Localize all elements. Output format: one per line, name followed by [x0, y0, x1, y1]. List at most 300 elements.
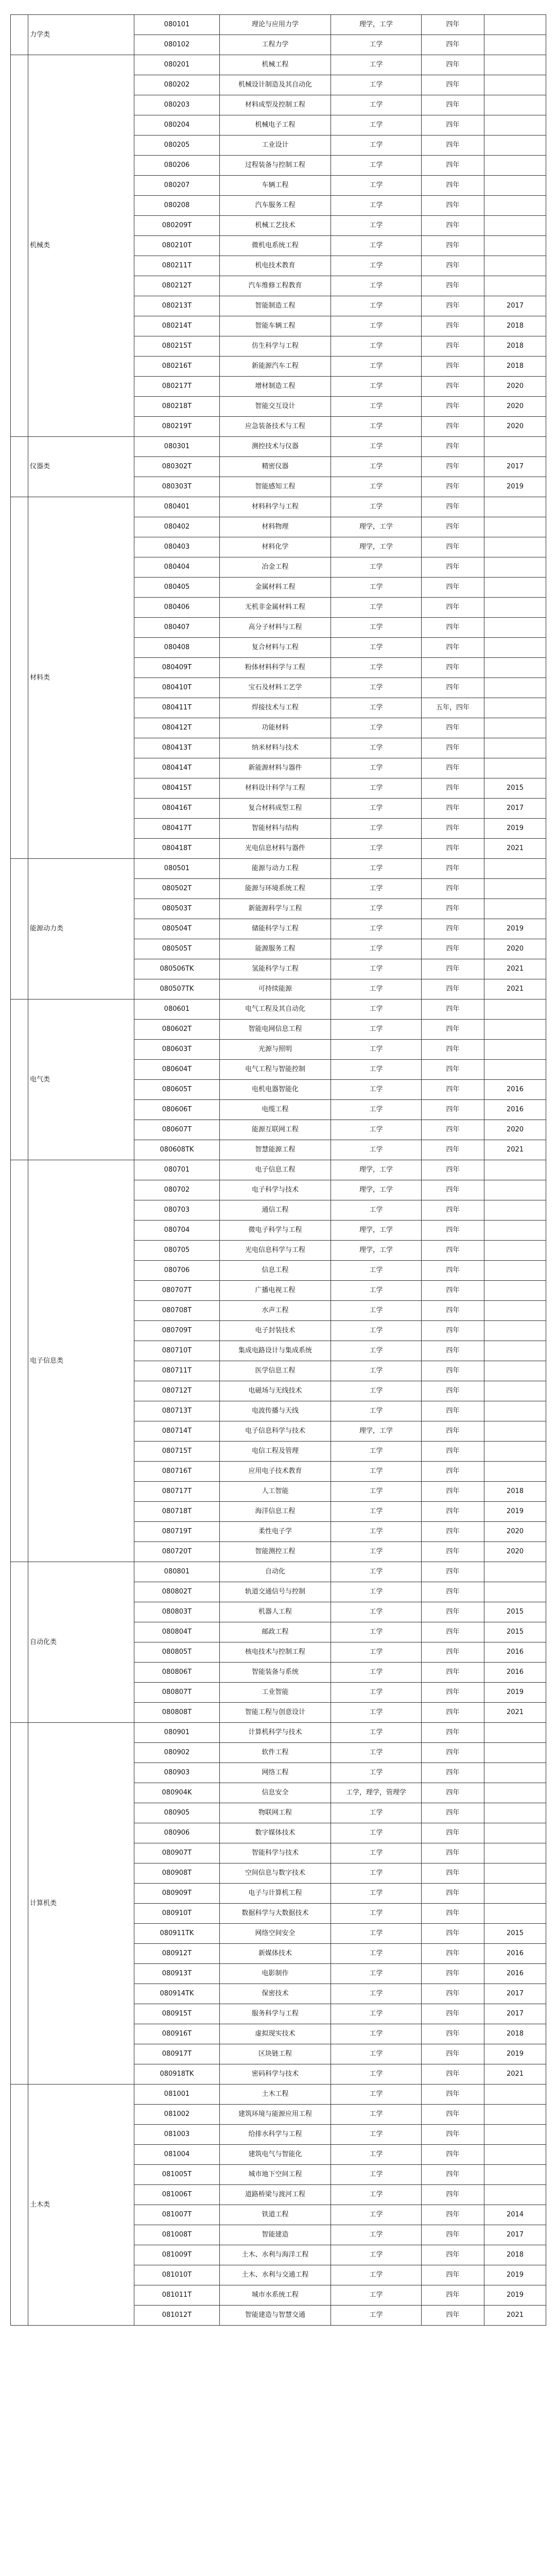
- degree-type: 工学: [331, 1562, 422, 1582]
- study-years: 四年: [422, 879, 484, 899]
- degree-type: 工学: [331, 1703, 422, 1723]
- major-code: 080101: [134, 15, 220, 35]
- degree-type: 工学: [331, 115, 422, 135]
- major-name: 电信工程及管理: [220, 1442, 331, 1462]
- added-year: 2020: [484, 1542, 546, 1562]
- major-code: 080219T: [134, 417, 220, 437]
- degree-type: 工学: [331, 457, 422, 477]
- study-years: 四年: [422, 95, 484, 115]
- added-year: [484, 1803, 546, 1823]
- degree-type: 理学，工学: [331, 1421, 422, 1442]
- study-years: 四年: [422, 457, 484, 477]
- major-code: 080709T: [134, 1321, 220, 1341]
- major-name: 智能建造与智慧交通: [220, 2306, 331, 2326]
- major-name: 光电信息材料与器件: [220, 839, 331, 859]
- major-name: 海洋信息工程: [220, 1502, 331, 1522]
- degree-type: 工学: [331, 1502, 422, 1522]
- degree-type: 工学: [331, 1743, 422, 1763]
- major-code: 080805T: [134, 1642, 220, 1663]
- major-name: 复合材料成型工程: [220, 799, 331, 819]
- major-code: 080214T: [134, 316, 220, 336]
- major-name: 土木工程: [220, 2084, 331, 2105]
- study-years: 四年: [422, 1140, 484, 1160]
- table-row: [11, 999, 546, 1020]
- major-name: 纳米材料与技术: [220, 738, 331, 758]
- study-years: 四年: [422, 1100, 484, 1120]
- added-year: 2021: [484, 839, 546, 859]
- major-code: 080802T: [134, 1582, 220, 1602]
- added-year: [484, 1221, 546, 1241]
- added-year: [484, 1040, 546, 1060]
- major-code: 080407: [134, 618, 220, 638]
- degree-type: 理学，工学: [331, 537, 422, 557]
- degree-type: 工学: [331, 377, 422, 397]
- study-years: 四年: [422, 1241, 484, 1261]
- major-code: 080801: [134, 1562, 220, 1582]
- added-year: [484, 1743, 546, 1763]
- major-code: 080504T: [134, 919, 220, 939]
- study-years: 四年: [422, 1703, 484, 1723]
- table-row: [11, 1723, 546, 1743]
- major-name: 核电技术与控制工程: [220, 1642, 331, 1663]
- major-name: 电子信息工程: [220, 1160, 331, 1180]
- major-code: 080102: [134, 35, 220, 55]
- major-name: 光源与照明: [220, 1040, 331, 1060]
- major-name: 电子封装技术: [220, 1321, 331, 1341]
- degree-type: 工学: [331, 2125, 422, 2145]
- study-years: 四年: [422, 1783, 484, 1803]
- degree-type: 工学: [331, 1100, 422, 1120]
- major-name: 仿生科学与工程: [220, 336, 331, 357]
- degree-type: 工学: [331, 2004, 422, 2024]
- degree-type: 工学: [331, 799, 422, 819]
- study-years: 四年: [422, 2245, 484, 2265]
- major-code: 080301: [134, 437, 220, 457]
- major-code: 080506TK: [134, 959, 220, 979]
- degree-type: 工学: [331, 2044, 422, 2064]
- added-year: 2016: [484, 1100, 546, 1120]
- degree-type: 工学: [331, 2165, 422, 2185]
- major-name: 保密技术: [220, 1984, 331, 2004]
- degree-type: 工学: [331, 176, 422, 196]
- added-year: [484, 2145, 546, 2165]
- degree-type: 工学: [331, 1622, 422, 1642]
- major-code: 081001: [134, 2084, 220, 2105]
- major-code: 080604T: [134, 1060, 220, 1080]
- major-name: 智能电网信息工程: [220, 1020, 331, 1040]
- study-years: 四年: [422, 1261, 484, 1281]
- major-name: 集成电路设计与集成系统: [220, 1341, 331, 1361]
- major-code: 080408: [134, 638, 220, 658]
- major-name: 机电技术教育: [220, 256, 331, 276]
- added-year: 2019: [484, 819, 546, 839]
- study-years: 四年: [422, 417, 484, 437]
- major-code: 080701: [134, 1160, 220, 1180]
- major-code: 080302T: [134, 457, 220, 477]
- major-name: 理论与应用力学: [220, 15, 331, 35]
- major-name: 数字媒体技术: [220, 1823, 331, 1843]
- table-row: [11, 15, 546, 35]
- table-row: [11, 859, 546, 879]
- category-name: 计算机类: [28, 1723, 134, 2084]
- major-name: 城市水系统工程: [220, 2285, 331, 2306]
- added-year: 2021: [484, 2306, 546, 2326]
- added-year: [484, 1381, 546, 1401]
- study-years: 四年: [422, 276, 484, 296]
- study-years: 四年: [422, 156, 484, 176]
- major-code: 080409T: [134, 658, 220, 678]
- degree-type: 工学: [331, 397, 422, 417]
- added-year: [484, 115, 546, 135]
- study-years: 四年: [422, 15, 484, 35]
- major-code: 080602T: [134, 1020, 220, 1040]
- study-years: 四年: [422, 557, 484, 578]
- added-year: [484, 2105, 546, 2125]
- major-name: 广播电视工程: [220, 1281, 331, 1301]
- degree-type: 工学: [331, 1120, 422, 1140]
- major-name: 给排水科学与工程: [220, 2125, 331, 2145]
- degree-type: 工学: [331, 1582, 422, 1602]
- major-name: 光电信息科学与工程: [220, 1241, 331, 1261]
- degree-type: 工学: [331, 1843, 422, 1863]
- added-year: 2018: [484, 2245, 546, 2265]
- major-name: 电子科学与技术: [220, 1180, 331, 1200]
- study-years: 四年: [422, 1341, 484, 1361]
- added-year: [484, 658, 546, 678]
- major-name: 新能源材料与器件: [220, 758, 331, 778]
- added-year: [484, 879, 546, 899]
- degree-type: 工学: [331, 477, 422, 497]
- added-year: [484, 517, 546, 537]
- category-name: 自动化类: [28, 1562, 134, 1723]
- study-years: 四年: [422, 979, 484, 999]
- major-code: 080608TK: [134, 1140, 220, 1160]
- study-years: 五年，四年: [422, 698, 484, 718]
- added-year: [484, 698, 546, 718]
- added-year: 2020: [484, 377, 546, 397]
- study-years: 四年: [422, 336, 484, 357]
- added-year: [484, 1020, 546, 1040]
- major-name: 复合材料与工程: [220, 638, 331, 658]
- added-year: [484, 738, 546, 758]
- major-code: 080601: [134, 999, 220, 1020]
- major-code: 080713T: [134, 1401, 220, 1421]
- major-code: 080910T: [134, 1904, 220, 1924]
- study-years: 四年: [422, 939, 484, 959]
- major-name: 轨道交通信号与控制: [220, 1582, 331, 1602]
- major-name: 机械工程: [220, 55, 331, 75]
- major-code: 080908T: [134, 1863, 220, 1884]
- added-year: [484, 2084, 546, 2105]
- degree-type: 理学，工学: [331, 15, 422, 35]
- study-years: 四年: [422, 678, 484, 698]
- degree-type: 工学: [331, 979, 422, 999]
- degree-type: 工学: [331, 296, 422, 316]
- major-code: 080202: [134, 75, 220, 95]
- major-code: 081006T: [134, 2185, 220, 2205]
- major-name: 增材制造工程: [220, 377, 331, 397]
- added-year: 2021: [484, 1703, 546, 1723]
- degree-type: 工学: [331, 1984, 422, 2004]
- major-code: 080704: [134, 1221, 220, 1241]
- study-years: 四年: [422, 256, 484, 276]
- added-year: [484, 578, 546, 598]
- added-year: 2015: [484, 1602, 546, 1622]
- category-name: 机械类: [28, 55, 134, 437]
- study-years: 四年: [422, 598, 484, 618]
- added-year: 2020: [484, 397, 546, 417]
- study-years: 四年: [422, 176, 484, 196]
- added-year: [484, 638, 546, 658]
- major-code: 080410T: [134, 678, 220, 698]
- major-name: 材料物理: [220, 517, 331, 537]
- major-name: 工业设计: [220, 135, 331, 156]
- major-name: 材料成型及控制工程: [220, 95, 331, 115]
- degree-type: 工学: [331, 1321, 422, 1341]
- degree-type: 工学: [331, 1642, 422, 1663]
- added-year: [484, 1321, 546, 1341]
- added-year: [484, 1180, 546, 1200]
- major-name: 密码科学与技术: [220, 2064, 331, 2084]
- major-name: 城市地下空间工程: [220, 2165, 331, 2185]
- study-years: 四年: [422, 1060, 484, 1080]
- added-year: 2019: [484, 2044, 546, 2064]
- major-name: 能源与动力工程: [220, 859, 331, 879]
- major-code: 080708T: [134, 1301, 220, 1321]
- degree-type: 工学: [331, 1361, 422, 1381]
- major-name: 功能材料: [220, 718, 331, 738]
- major-code: 080901: [134, 1723, 220, 1743]
- degree-type: 工学: [331, 2105, 422, 2125]
- degree-type: 工学: [331, 1261, 422, 1281]
- study-years: 四年: [422, 517, 484, 537]
- study-years: 四年: [422, 1281, 484, 1301]
- major-name: 应急装备技术与工程: [220, 417, 331, 437]
- major-name: 机械电子工程: [220, 115, 331, 135]
- study-years: 四年: [422, 2205, 484, 2225]
- study-years: 四年: [422, 2225, 484, 2245]
- major-code: 080216T: [134, 357, 220, 377]
- study-years: 四年: [422, 196, 484, 216]
- added-year: [484, 437, 546, 457]
- major-name: 智能科学与技术: [220, 1843, 331, 1863]
- degree-type: 工学: [331, 75, 422, 95]
- added-year: 2021: [484, 959, 546, 979]
- degree-type: 工学: [331, 1904, 422, 1924]
- category-name: 电气类: [28, 999, 134, 1160]
- major-name: 电气工程及其自动化: [220, 999, 331, 1020]
- degree-type: 工学: [331, 437, 422, 457]
- degree-type: 工学: [331, 135, 422, 156]
- major-code: 080507TK: [134, 979, 220, 999]
- study-years: 四年: [422, 1401, 484, 1421]
- study-years: 四年: [422, 1884, 484, 1904]
- major-code: 080607T: [134, 1120, 220, 1140]
- major-code: 080415T: [134, 778, 220, 799]
- category-name: 电子信息类: [28, 1160, 134, 1562]
- degree-type: 工学: [331, 939, 422, 959]
- added-year: 2019: [484, 2285, 546, 2306]
- degree-type: 工学: [331, 2084, 422, 2105]
- added-year: [484, 1241, 546, 1261]
- degree-type: 工学，理学，管理学: [331, 1783, 422, 1803]
- degree-type: 工学: [331, 758, 422, 778]
- major-name: 通信工程: [220, 1200, 331, 1221]
- category-name: 土木类: [28, 2084, 134, 2326]
- added-year: [484, 1281, 546, 1301]
- study-years: 四年: [422, 959, 484, 979]
- major-code: 080803T: [134, 1602, 220, 1622]
- major-code: 080503T: [134, 899, 220, 919]
- study-years: 四年: [422, 1562, 484, 1582]
- major-code: 080808T: [134, 1703, 220, 1723]
- major-name: 网络空间安全: [220, 1924, 331, 1944]
- study-years: 四年: [422, 35, 484, 55]
- added-year: [484, 236, 546, 256]
- degree-type: 工学: [331, 156, 422, 176]
- added-year: [484, 55, 546, 75]
- added-year: [484, 1783, 546, 1803]
- major-name: 微机电系统工程: [220, 236, 331, 256]
- major-code: 080715T: [134, 1442, 220, 1462]
- degree-type: 工学: [331, 336, 422, 357]
- major-code: 080414T: [134, 758, 220, 778]
- major-code: 080501: [134, 859, 220, 879]
- study-years: 四年: [422, 2125, 484, 2145]
- degree-type: 工学: [331, 638, 422, 658]
- study-years: 四年: [422, 1301, 484, 1321]
- study-years: 四年: [422, 1120, 484, 1140]
- added-year: [484, 1401, 546, 1421]
- degree-type: 工学: [331, 999, 422, 1020]
- major-code: 080719T: [134, 1522, 220, 1542]
- major-code: 081004: [134, 2145, 220, 2165]
- major-name: 智能装备与系统: [220, 1663, 331, 1683]
- study-years: 四年: [422, 1642, 484, 1663]
- major-code: 080206: [134, 156, 220, 176]
- degree-type: 工学: [331, 698, 422, 718]
- added-year: 2021: [484, 1140, 546, 1160]
- degree-type: 工学: [331, 1341, 422, 1361]
- category-name: 能源动力类: [28, 859, 134, 999]
- study-years: 四年: [422, 1221, 484, 1241]
- study-years: 四年: [422, 578, 484, 598]
- major-code: 080412T: [134, 718, 220, 738]
- major-code: 080906: [134, 1823, 220, 1843]
- major-code: 080209T: [134, 216, 220, 236]
- category-name: 仪器类: [28, 437, 134, 497]
- major-name: 焊接技术与工程: [220, 698, 331, 718]
- degree-type: 工学: [331, 598, 422, 618]
- major-name: 信息安全: [220, 1783, 331, 1803]
- major-name: 建筑环境与能源应用工程: [220, 2105, 331, 2125]
- added-year: [484, 276, 546, 296]
- left-margin-cell: [11, 437, 28, 497]
- added-year: [484, 1361, 546, 1381]
- major-name: 无机非金属材料工程: [220, 598, 331, 618]
- major-code: 080404: [134, 557, 220, 578]
- degree-type: 工学: [331, 678, 422, 698]
- added-year: [484, 537, 546, 557]
- degree-type: 工学: [331, 1060, 422, 1080]
- degree-type: 工学: [331, 578, 422, 598]
- added-year: 2015: [484, 1622, 546, 1642]
- degree-type: 工学: [331, 236, 422, 256]
- added-year: 2019: [484, 477, 546, 497]
- study-years: 四年: [422, 2145, 484, 2165]
- major-name: 土木、水利与交通工程: [220, 2265, 331, 2285]
- added-year: [484, 999, 546, 1020]
- major-code: 080911TK: [134, 1924, 220, 1944]
- degree-type: 工学: [331, 2205, 422, 2225]
- study-years: 四年: [422, 1200, 484, 1221]
- study-years: 四年: [422, 1482, 484, 1502]
- added-year: [484, 678, 546, 698]
- added-year: 2020: [484, 1120, 546, 1140]
- study-years: 四年: [422, 839, 484, 859]
- added-year: [484, 15, 546, 35]
- study-years: 四年: [422, 1080, 484, 1100]
- added-year: 2017: [484, 457, 546, 477]
- major-name: 过程装备与控制工程: [220, 156, 331, 176]
- major-name: 建筑电气与智能化: [220, 2145, 331, 2165]
- major-name: 智能建造: [220, 2225, 331, 2245]
- major-name: 储能科学与工程: [220, 919, 331, 939]
- category-name: 力学类: [28, 15, 134, 55]
- added-year: 2016: [484, 1663, 546, 1683]
- added-year: [484, 156, 546, 176]
- major-code: 081009T: [134, 2245, 220, 2265]
- major-name: 智能感知工程: [220, 477, 331, 497]
- degree-type: 工学: [331, 919, 422, 939]
- degree-type: 工学: [331, 1200, 422, 1221]
- study-years: 四年: [422, 55, 484, 75]
- added-year: [484, 1442, 546, 1462]
- added-year: [484, 1341, 546, 1361]
- added-year: [484, 557, 546, 578]
- added-year: 2018: [484, 1482, 546, 1502]
- left-margin-cell: [11, 1160, 28, 1562]
- study-years: 四年: [422, 2084, 484, 2105]
- added-year: [484, 1823, 546, 1843]
- added-year: [484, 758, 546, 778]
- study-years: 四年: [422, 1542, 484, 1562]
- degree-type: 理学，工学: [331, 517, 422, 537]
- major-code: 080505T: [134, 939, 220, 959]
- study-years: 四年: [422, 2185, 484, 2205]
- study-years: 四年: [422, 1944, 484, 1964]
- degree-type: 工学: [331, 879, 422, 899]
- major-code: 081005T: [134, 2165, 220, 2185]
- study-years: 四年: [422, 1582, 484, 1602]
- major-name: 空间信息与数字技术: [220, 1863, 331, 1884]
- degree-type: 工学: [331, 778, 422, 799]
- major-name: 冶金工程: [220, 557, 331, 578]
- added-year: 2019: [484, 919, 546, 939]
- degree-type: 工学: [331, 1542, 422, 1562]
- degree-type: 工学: [331, 1080, 422, 1100]
- degree-type: 工学: [331, 35, 422, 55]
- degree-type: 工学: [331, 959, 422, 979]
- major-name: 新能源科学与工程: [220, 899, 331, 919]
- major-name: 新能源汽车工程: [220, 357, 331, 377]
- study-years: 四年: [422, 658, 484, 678]
- major-name: 信息工程: [220, 1261, 331, 1281]
- table-row: [11, 1562, 546, 1582]
- study-years: 四年: [422, 1462, 484, 1482]
- major-code: 080303T: [134, 477, 220, 497]
- major-name: 材料设计科学与工程: [220, 778, 331, 799]
